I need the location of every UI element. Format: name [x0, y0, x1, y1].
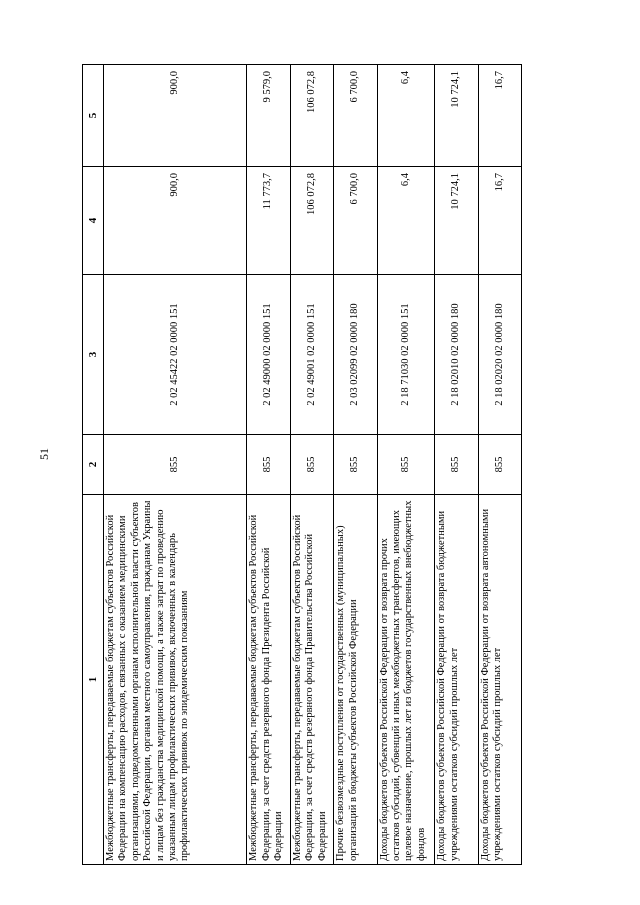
table-row: [104, 65, 247, 865]
row-budget-code: 2 02 49000 02 0000 151: [247, 275, 290, 435]
row-plan-value: 11 773,7: [247, 167, 290, 275]
header-col-3: 3: [83, 275, 104, 435]
row-plan-value: 6,4: [377, 167, 435, 275]
row-plan-value: 106 072,8: [290, 167, 333, 275]
row-fact-value: 10 724,1: [435, 65, 478, 167]
page-number: 51: [37, 448, 51, 460]
row-admin-code: 855: [290, 435, 333, 495]
row-fact-value: 16,7: [478, 65, 521, 167]
row-admin-code: 855: [435, 435, 478, 495]
row-plan-value: 900,0: [104, 167, 247, 275]
row-budget-code: 2 02 45422 02 0000 151: [104, 275, 247, 435]
header-col-5: 5: [83, 65, 104, 167]
header-col-2: 2: [83, 435, 104, 495]
row-fact-value: 106 072,8: [290, 65, 333, 167]
row-name: Прочие безвозмездные поступления от государственных (муниципальных) организаций в бюджеты субъектов Российской Федерации: [334, 495, 377, 865]
row-budget-code: 2 18 02010 02 0000 180: [435, 275, 478, 435]
row-fact-value: 6 700,0: [334, 65, 377, 167]
table-row: [290, 65, 333, 865]
rotated-table-container: [82, 65, 522, 865]
table-row: [435, 65, 478, 865]
row-name: Доходы бюджетов субъектов Российской Федерации от возврата прочих остатков субсидий, субвенций и иных межбюджетных трансфертов, имеющих целевое назначение, прошлых лет из бюджетов государственных внебюджетных фондов: [377, 495, 435, 865]
table-row: [478, 65, 521, 865]
table-row: [334, 65, 377, 865]
row-budget-code: 2 03 02099 02 0000 180: [334, 275, 377, 435]
revenue-table: [82, 64, 522, 865]
row-name: Межбюджетные трансферты, передаваемые бюджетам субъектов Российской Федерации на компенсацию расходов, связанных с оказанием медицинскими организациями, подведомственными органам исполнительной власти субъектов Российской Федерации, органам местного самоуправления, гражданам Украины и лицам без гражданства медицинской помощи, а также затрат по проведению указанным лицам профилактических прививок, включенных в календарь профилактических прививок по эпидемическим показаниям: [104, 495, 247, 865]
row-name: Доходы бюджетов субъектов Российской Федерации от возврата автономными учреждениями остатков субсидий прошлых лет: [478, 495, 521, 865]
table-row: [247, 65, 290, 865]
row-fact-value: 9 579,0: [247, 65, 290, 167]
row-plan-value: 6 700,0: [334, 167, 377, 275]
row-plan-value: 16,7: [478, 167, 521, 275]
row-admin-code: 855: [334, 435, 377, 495]
row-admin-code: 855: [478, 435, 521, 495]
row-plan-value: 10 724,1: [435, 167, 478, 275]
row-name: Доходы бюджетов субъектов Российской Федерации от возврата бюджетными учреждениями остатков субсидий прошлых лет: [435, 495, 478, 865]
row-fact-value: 6,4: [377, 65, 435, 167]
row-admin-code: 855: [247, 435, 290, 495]
header-col-4: 4: [83, 167, 104, 275]
row-admin-code: 855: [104, 435, 247, 495]
row-name: Межбюджетные трансферты, передаваемые бюджетам субъектов Российской Федерации, за счет средств резервного фонда Правительства Российской Федерации: [290, 495, 333, 865]
row-admin-code: 855: [377, 435, 435, 495]
header-col-1: 1: [83, 495, 104, 865]
row-budget-code: 2 18 71030 02 0000 151: [377, 275, 435, 435]
row-budget-code: 2 18 02020 02 0000 180: [478, 275, 521, 435]
row-budget-code: 2 02 49001 02 0000 151: [290, 275, 333, 435]
table-row: [377, 65, 435, 865]
row-fact-value: 900,0: [104, 65, 247, 167]
table-header-row: [83, 65, 104, 865]
row-name: Межбюджетные трансферты, передаваемые бюджетам субъектов Российской Федерации, за счет средств резервного фонда Президента Российской Федерации: [247, 495, 290, 865]
